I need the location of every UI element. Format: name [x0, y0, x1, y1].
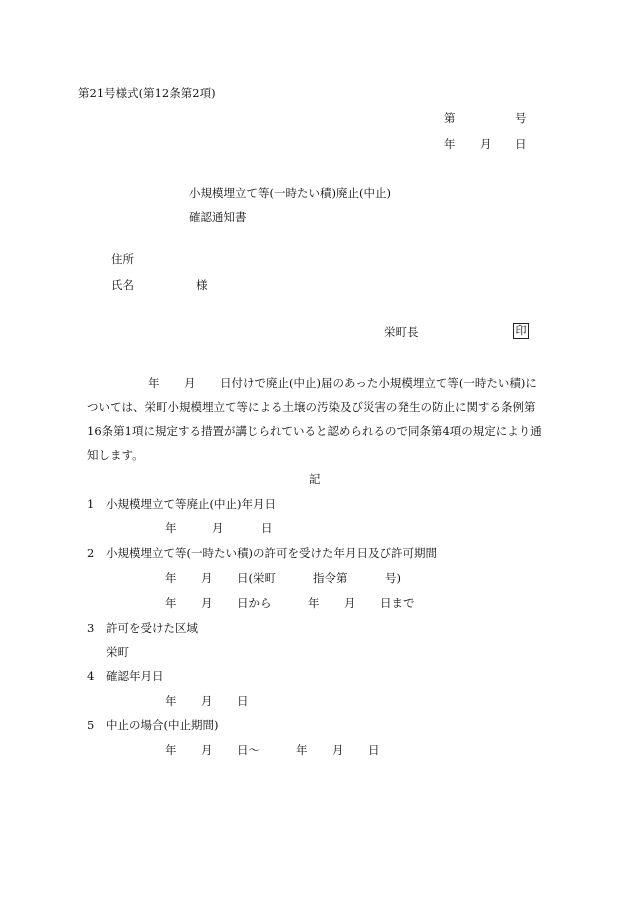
- title-line-1: 小規模埋立て等(一時たい積)廃止(中止): [189, 186, 391, 200]
- item-2-row1-year: 年: [165, 571, 177, 585]
- body-line-1: 日付けで廃止(中止)届のあった小規模埋立て等(一時たい積)に: [220, 376, 537, 390]
- body-month: 月: [184, 376, 196, 390]
- item-1-year: 年: [165, 521, 177, 535]
- body-year: 年: [148, 376, 160, 390]
- body-line-4: 知します。: [87, 448, 144, 462]
- item-5-year: 年: [165, 743, 177, 757]
- item-2-row1-day: 日(栄町: [237, 571, 276, 585]
- item-1-number: 1: [87, 497, 95, 511]
- body-line-3: 16条第1項に規定する措置が講じられていると認められるので同条第4項の規定により通: [87, 424, 542, 438]
- item-2-label: 小規模埋立て等(一時たい積)の許可を受けた年月日及び許可期間: [106, 546, 437, 560]
- honorific: 様: [196, 278, 208, 292]
- item-2-row1-month: 月: [201, 571, 213, 585]
- date-day: 日: [515, 137, 527, 151]
- item-4-label: 確認年月日: [106, 669, 164, 683]
- item-4-year: 年: [165, 694, 177, 708]
- item-2-row2-year: 年: [165, 596, 177, 610]
- address-label: 住所: [111, 252, 134, 266]
- item-2-row2-year-2: 年: [308, 596, 320, 610]
- form-id: 第21号様式(第12条第2項): [78, 86, 216, 100]
- item-2-row2-month: 月: [201, 596, 213, 610]
- item-5-day-2: 日: [368, 743, 380, 757]
- name-label: 氏名: [111, 278, 134, 292]
- ki-heading: 記: [309, 472, 321, 486]
- date-year: 年: [444, 137, 456, 151]
- doc-number-prefix: 第: [444, 111, 456, 125]
- item-5-number: 5: [87, 718, 95, 732]
- item-4-day: 日: [237, 694, 249, 708]
- item-2-row1-directive: 指令第: [313, 571, 348, 585]
- item-5-label: 中止の場合(中止期間): [106, 718, 219, 732]
- item-2-row2-from: 日から: [237, 596, 272, 610]
- issuer-title: 栄町長: [384, 325, 419, 339]
- item-4-number: 4: [87, 669, 95, 683]
- item-1-label: 小規模埋立て等廃止(中止)年月日: [106, 497, 276, 511]
- title-line-2: 確認通知書: [189, 210, 247, 224]
- item-2-row1-number: 号): [385, 571, 401, 585]
- item-2-number: 2: [87, 546, 95, 560]
- body-line-2: ついては、栄町小規模埋立て等による土壌の汚染及び災害の発生の防止に関する条例第: [87, 400, 536, 414]
- item-5-month-2: 月: [332, 743, 344, 757]
- date-month: 月: [480, 137, 492, 151]
- item-2-row2-month-2: 月: [344, 596, 356, 610]
- item-4-month: 月: [201, 694, 213, 708]
- item-2-row2-until: 日まで: [380, 596, 415, 610]
- item-1-month: 月: [212, 521, 224, 535]
- item-1-day: 日: [261, 521, 273, 535]
- item-3-value: 栄町: [106, 645, 129, 659]
- item-5-year-2: 年: [296, 743, 308, 757]
- item-3-label: 許可を受けた区域: [106, 621, 198, 635]
- seal-mark: 印: [513, 323, 529, 339]
- doc-number-suffix: 号: [515, 111, 527, 125]
- item-5-day-from: 日～: [237, 743, 260, 757]
- item-5-month: 月: [201, 743, 213, 757]
- item-3-number: 3: [87, 621, 95, 635]
